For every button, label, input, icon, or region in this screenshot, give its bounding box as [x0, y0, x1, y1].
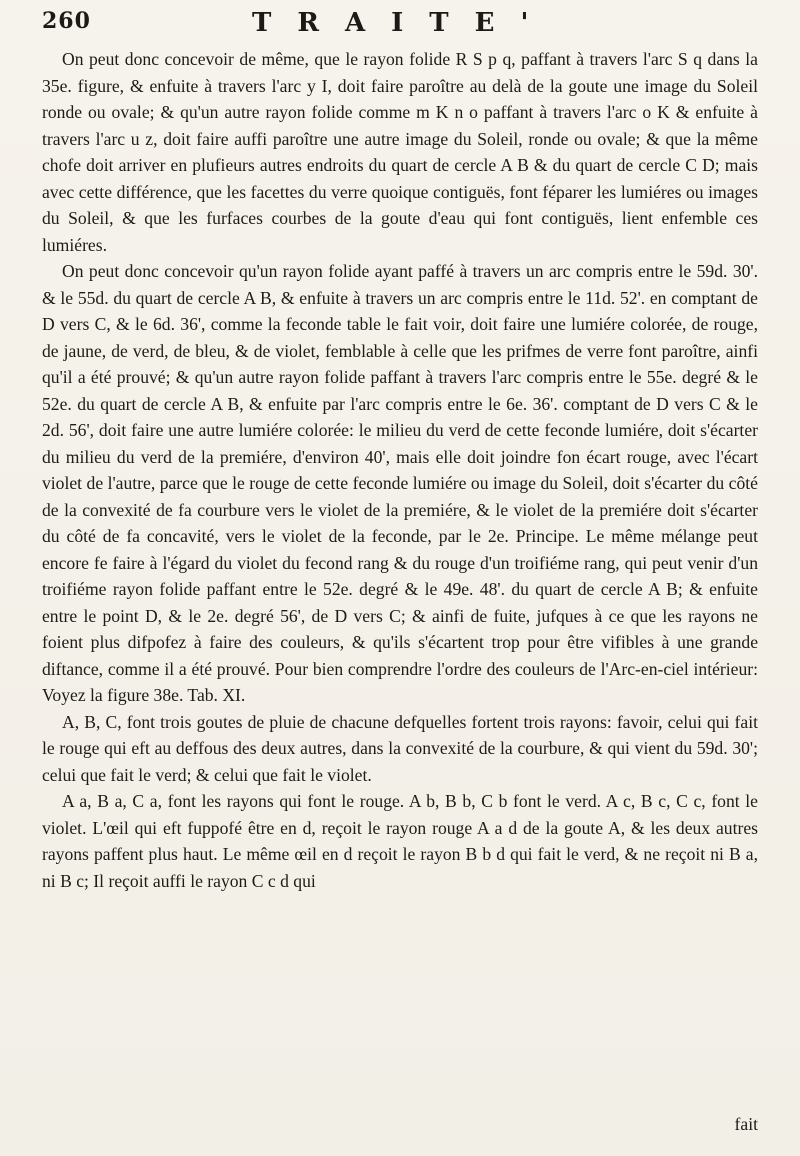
paragraph: A a, B a, C a, font les rayons qui font le rouge. A b, B b, C b font le verd. A c, B c, C c, font le violet. L'œil qui eft fuppofé être en d, reçoit le rayon rouge A a d de la goute A, & les deux autres rayons paffent plus haut. Le même œil en d reçoit le rayon B b d qui fait le verd, & ne reçoit ni B a, ni B c; Il reçoit auffi le rayon C c d qui [42, 791, 758, 891]
page-header [42, 8, 758, 48]
body-text [42, 46, 758, 894]
paragraph: On peut donc concevoir de même, que le rayon folide R S p q, paffant à travers l'arc S q dans la 35e. figure, & enfuite à travers l'arc y I, doit faire paroître au delà de la goute une image du Soleil ronde ou ovale; & qu'un autre rayon folide comme m K n o paffant à travers l'arc o K & enfuite à travers l'arc u z, doit faire auffi paroître une autre image du Soleil, ronde ou ovale; & que la même chofe doit arriver en plufieurs autres endroits du quart de cercle A B & du quart de cercle C D; mais avec cette différence, que les facettes du verre quoique contiguës, font féparer les lumiéres ou images du Soleil, & que les furfaces courbes de la goute d'eau qui font contiguës, lient enfemble ces lumiéres. [42, 49, 758, 255]
paragraph: A, B, C, font trois goutes de pluie de chacune defquelles fortent trois rayons: favoir, celui qui fait le rouge qui eft au deffous des deux autres, dans la convexité de la courbure, & qui vient du 59d. 30'; celui que fait le verd; & celui que fait le violet. [42, 711, 758, 785]
paragraph: On peut donc concevoir qu'un rayon folide ayant paffé à travers un arc compris entre le 59d. 30'. & le 55d. du quart de cercle A B, & enfuite à travers un arc compris entre le 11d. 52'. en comptant de D vers C, & le 6d. 36', comme la feconde table le fait voir, doit faire une lumiére colorée, de rouge, de jaune, de verd, de bleu, & de violet, femblable à celle que les prifmes de verre font paroître, ainfi qu'il a été prouvé; & qu'un autre rayon folide paffant à travers l'arc compris entre le 55e. degré & le 52e. du quart de cercle A B, & enfuite par l'arc compris entre le 6e. 36'. comptant de D vers C & le 2d. 56', doit faire une autre lumiére colorée: le milieu du verd de cette feconde lumiére, doit s'écarter du milieu du verd de la premiére, d'environ 40', mais elle doit joindre fon écart rouge, avec l'écart violet de l'autre, parce que le rouge de cette feconde lumiére ou image du Soleil, doit s'écarter du côté de la convexité de fa courbure vers le violet de la premiére, & le violet de la premiére doit s'écarter du côté de fa concavité, vers le violet de la feconde, par le 2e. Principe. Le même mélange peut encore fe faire à l'égard du violet du fecond rang & du rouge d'un troifiéme rang, qui peut venir d'un troifiéme rayon folide paffant entre le 52e. degré & le 49e. 48'. du quart de cercle A B; & enfuite entre le point D, & le 2e. degré 56', de D vers C; & ainfi de fuite, jufques à ce que les rayons ne foient plus difpofez à faire des couleurs, & qu'ils s'écartent trop pour être vifibles à une grande diftance, comme il a été prouvé. Pour bien comprendre l'ordre des couleurs de l'Arc-en-ciel intérieur: Voyez la figure 38e. Tab. XI. [42, 261, 758, 705]
catchword: fait [734, 1114, 758, 1134]
running-title: TRAITE' [252, 8, 555, 38]
page-number: 260 [42, 8, 91, 34]
